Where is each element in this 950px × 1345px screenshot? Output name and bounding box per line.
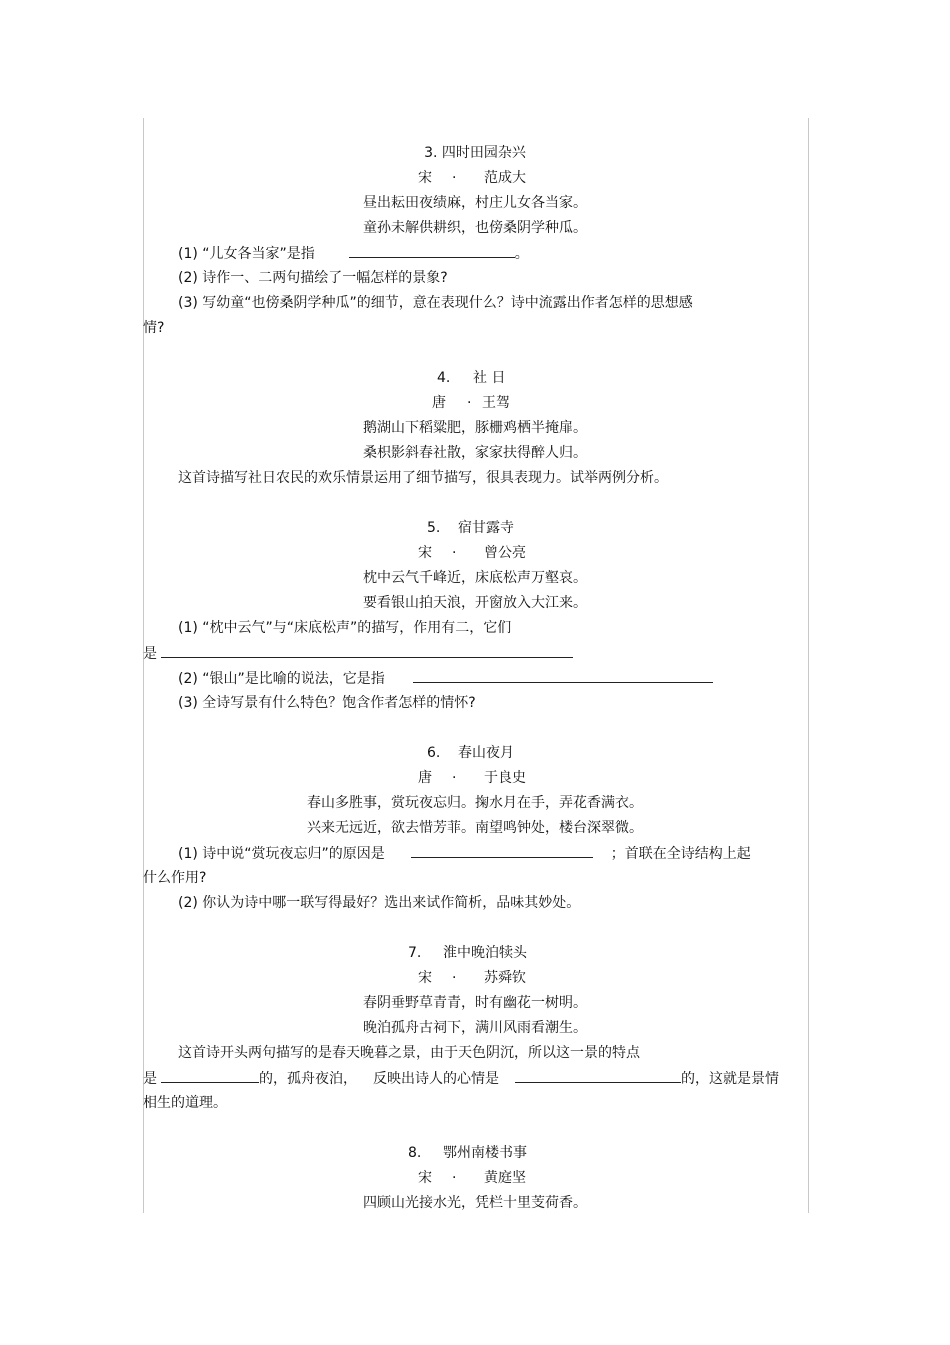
poem-6-title: 春山夜月 xyxy=(458,745,514,761)
poem-5-question-1-cont: 是 xyxy=(143,643,573,664)
poem-5-question-3: (3) 全诗写景有什么特色？饱含作者怎样的情怀? xyxy=(178,695,476,711)
answer-blank[interactable] xyxy=(413,668,713,683)
poem-6-author: 于良史 xyxy=(484,770,526,786)
poem-3-dynasty: 宋 xyxy=(418,170,432,186)
poem-6-question-1: (1) 诗中说“赏玩夜忘归”的原因是 ；首联在全诗结构上起 xyxy=(178,843,751,864)
poem-6-question-1-cont: 什么作用? xyxy=(143,870,207,886)
poem-7-number: 7. xyxy=(408,945,422,961)
poem-8-verse-1: 四顾山光接水光，凭栏十里芰荷香。 xyxy=(363,1195,587,1211)
poem-7-question: 这首诗开头两句描写的是春天晚暮之景，由于天色阴沉，所以这一景的特点 xyxy=(178,1045,640,1061)
poem-5-dot: · xyxy=(452,545,457,561)
poem-7-question-cont: 是 的，孤舟夜泊， 反映出诗人的心情是 的，这就是景情 xyxy=(143,1068,779,1089)
poem-5-question-1: (1) “枕中云气”与“床底松声”的描写，作用有二，它们 xyxy=(178,620,512,636)
poem-4-verse-1: 鹅湖山下稻粱肥，豚栅鸡栖半掩扉。 xyxy=(363,420,587,436)
poem-3-question-3-cont: 情? xyxy=(143,320,165,336)
poem-7-dot: · xyxy=(452,970,457,986)
poem-3-dot: · xyxy=(452,170,457,186)
poem-8-number: 8. xyxy=(408,1145,422,1161)
poem-3-verse-1: 昼出耘田夜绩麻，村庄儿女各当家。 xyxy=(363,195,587,211)
poem-7-title: 淮中晚泊犊头 xyxy=(443,945,527,961)
poem-6-number: 6. xyxy=(427,745,441,761)
poem-5-number: 5. xyxy=(427,520,441,536)
poem-5-title: 宿甘露寺 xyxy=(458,520,514,536)
answer-blank[interactable] xyxy=(411,843,593,858)
poem-5-dynasty: 宋 xyxy=(418,545,432,561)
poem-4-dynasty: 唐 xyxy=(432,395,446,411)
answer-blank[interactable] xyxy=(161,1068,259,1083)
poem-5-verse-1: 枕中云气千峰近，床底松声万壑哀。 xyxy=(363,570,587,586)
poem-6-question-2: (2) 你认为诗中哪一联写得最好？选出来试作简析，品味其妙处。 xyxy=(178,895,581,911)
poem-8-dynasty: 宋 xyxy=(418,1170,432,1186)
poem-7-question-end: 相生的道理。 xyxy=(143,1095,227,1111)
poem-4-verse-2: 桑枳影斜春社散，家家扶得醉人归。 xyxy=(363,445,587,461)
poem-4-title: 社 日 xyxy=(473,370,506,386)
poem-3-question-1: (1) “儿女各当家”是指 。 xyxy=(178,243,529,264)
poem-3-question-2: (2) 诗作一、二两句描绘了一幅怎样的景象? xyxy=(178,270,448,286)
poem-3-question-3: (3) 写幼童“也傍桑阴学种瓜”的细节，意在表现什么？诗中流露出作者怎样的思想感 xyxy=(178,295,693,311)
poem-3-author: 范成大 xyxy=(484,170,526,186)
answer-blank[interactable] xyxy=(349,243,515,258)
poem-8-dot: · xyxy=(452,1170,457,1186)
poem-7-dynasty: 宋 xyxy=(418,970,432,986)
poem-6-verse-2: 兴来无远近，欲去惜芳菲。南望鸣钟处，楼台深翠微。 xyxy=(307,820,643,836)
poem-7-author: 苏舜钦 xyxy=(484,970,526,986)
poem-3-title: 3. 四时田园杂兴 xyxy=(424,145,526,161)
poem-8-title: 鄂州南楼书事 xyxy=(443,1145,527,1161)
poem-4-author: 王驾 xyxy=(482,395,510,411)
answer-blank[interactable] xyxy=(515,1068,681,1083)
poem-6-dot: · xyxy=(452,770,457,786)
poem-5-verse-2: 要看银山拍天浪，开窗放入大江来。 xyxy=(363,595,587,611)
poem-6-dynasty: 唐 xyxy=(418,770,432,786)
poem-6-verse-1: 春山多胜事，赏玩夜忘归。掬水月在手，弄花香满衣。 xyxy=(307,795,643,811)
poem-7-verse-1: 春阴垂野草青青，时有幽花一树明。 xyxy=(363,995,587,1011)
poem-7-verse-2: 晚泊孤舟古祠下，满川风雨看潮生。 xyxy=(363,1020,587,1036)
poem-3-verse-2: 童孙未解供耕织，也傍桑阴学种瓜。 xyxy=(363,220,587,236)
poem-4-question: 这首诗描写社日农民的欢乐情景运用了细节描写，很具表现力。试举两例分析。 xyxy=(178,470,668,486)
poem-4-number: 4. xyxy=(437,370,451,386)
poem-5-author: 曾公亮 xyxy=(484,545,526,561)
answer-blank[interactable] xyxy=(161,643,573,658)
poem-5-question-2: (2) “银山”是比喻的说法，它是指 xyxy=(178,668,713,689)
poem-4-dot: · xyxy=(467,395,472,411)
poem-8-author: 黄庭坚 xyxy=(484,1170,526,1186)
